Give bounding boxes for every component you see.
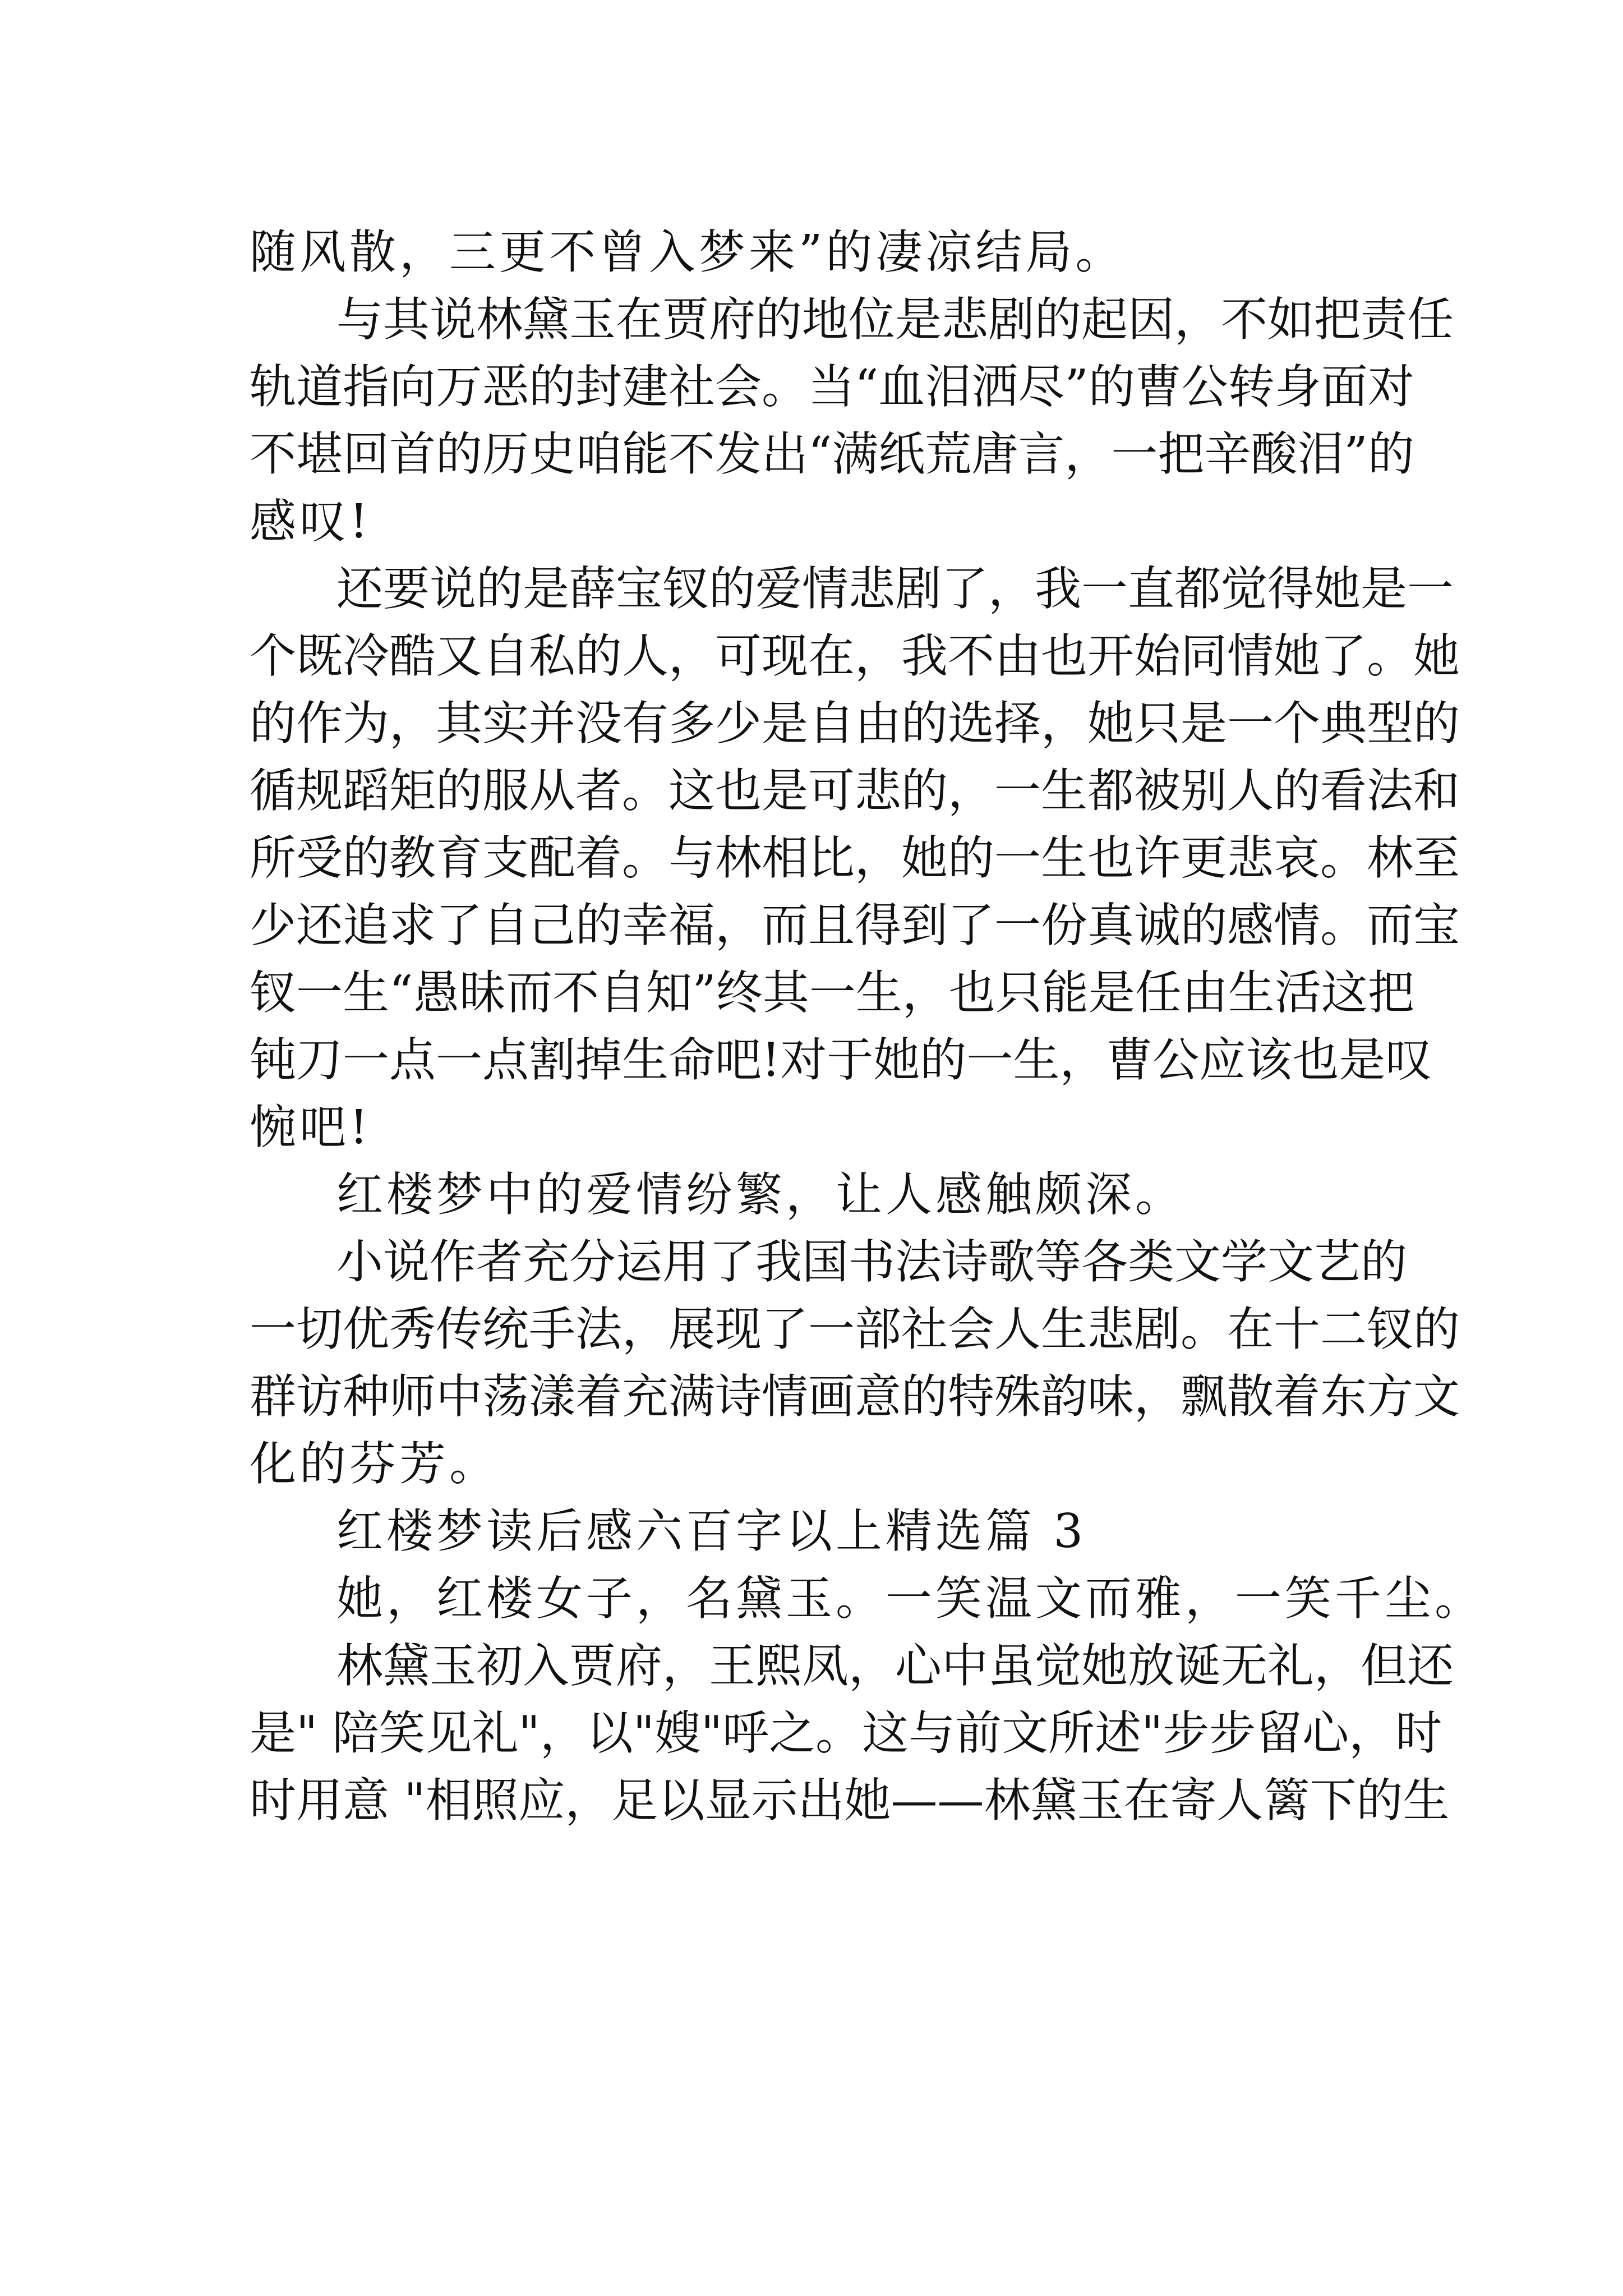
paragraph-1-line-1: 与其说林黛玉在贾府的地位是悲剧的起因，不如把责任 [336,292,1454,347]
paragraph-2-line-2: 个既冷酷又自私的人，可现在，我不由也开始同情她了。她 [250,629,1460,683]
paragraph-2-line-9: 惋吧! [250,1100,372,1154]
paragraph-5-line-1: 她，红楼女子，名黛玉。一笑温文而雅，一笑千尘。 [336,1571,1484,1626]
paragraph-4-line-2: 一切优秀传统手法，展现了一部社会人生悲剧。在十二钗的 [250,1302,1460,1356]
paragraph-2-line-8: 钝刀一点一点割掉生命吧!对于她的一生，曹公应该也是叹 [250,1033,1432,1087]
paragraph-2-line-5: 所受的教育支配着。与林相比，她的一生也许更悲哀。林至 [250,831,1460,885]
paragraph-2-line-7: 钗一生“愚昧而不自知”终其一生，也只能是任由生活这把 [250,965,1414,1020]
paragraph-1-line-2: 轨道指向万恶的封建社会。当“血泪洒尽”的曹公转身面对 [250,360,1414,414]
text-line-1: 随风散，三更不曾入梦来”的凄凉结局。 [250,225,1126,279]
section-heading: 红楼梦读后感六百字以上精选篇 3 [336,1504,1087,1558]
paragraph-4-line-1: 小说作者充分运用了我国书法诗歌等各类文学文艺的 [336,1235,1407,1289]
paragraph-2-line-3: 的作为，其实并没有多少是自由的选择，她只是一个典型的 [250,696,1460,751]
paragraph-6-line-3: 时用意 "相照应，足以显示出她——林黛玉在寄人篱下的生 [250,1773,1450,1828]
paragraph-2-line-4: 循规蹈矩的服从者。这也是可悲的，一生都被别人的看法和 [250,763,1460,818]
paragraph-6-line-2: 是" 陪笑见礼"，以"嫂"呼之。这与前文所述"步步留心，时 [250,1706,1442,1760]
paragraph-3-line-1: 红楼梦中的爱情纷繁，让人感触颇深。 [336,1167,1185,1222]
paragraph-4-line-3: 群访种师中荡漾着充满诗情画意的特殊韵味，飘散着东方文 [250,1369,1460,1424]
paragraph-6-line-1: 林黛玉初入贾府，王熙凤，心中虽觉她放诞无礼，但还 [336,1639,1454,1693]
paragraph-1-line-3: 不堪回首的历史咱能不发出“满纸荒唐言，一把辛酸泪”的 [250,427,1414,481]
paragraph-2-line-1: 还要说的是薛宝钗的爱情悲剧了，我一直都觉得她是一 [336,562,1454,616]
paragraph-2-line-6: 少还追求了自己的幸福，而且得到了一份真诚的感情。而宝 [250,898,1460,953]
paragraph-1-line-4: 感叹! [250,494,372,549]
paragraph-4-line-4: 化的芬芳。 [250,1437,499,1491]
